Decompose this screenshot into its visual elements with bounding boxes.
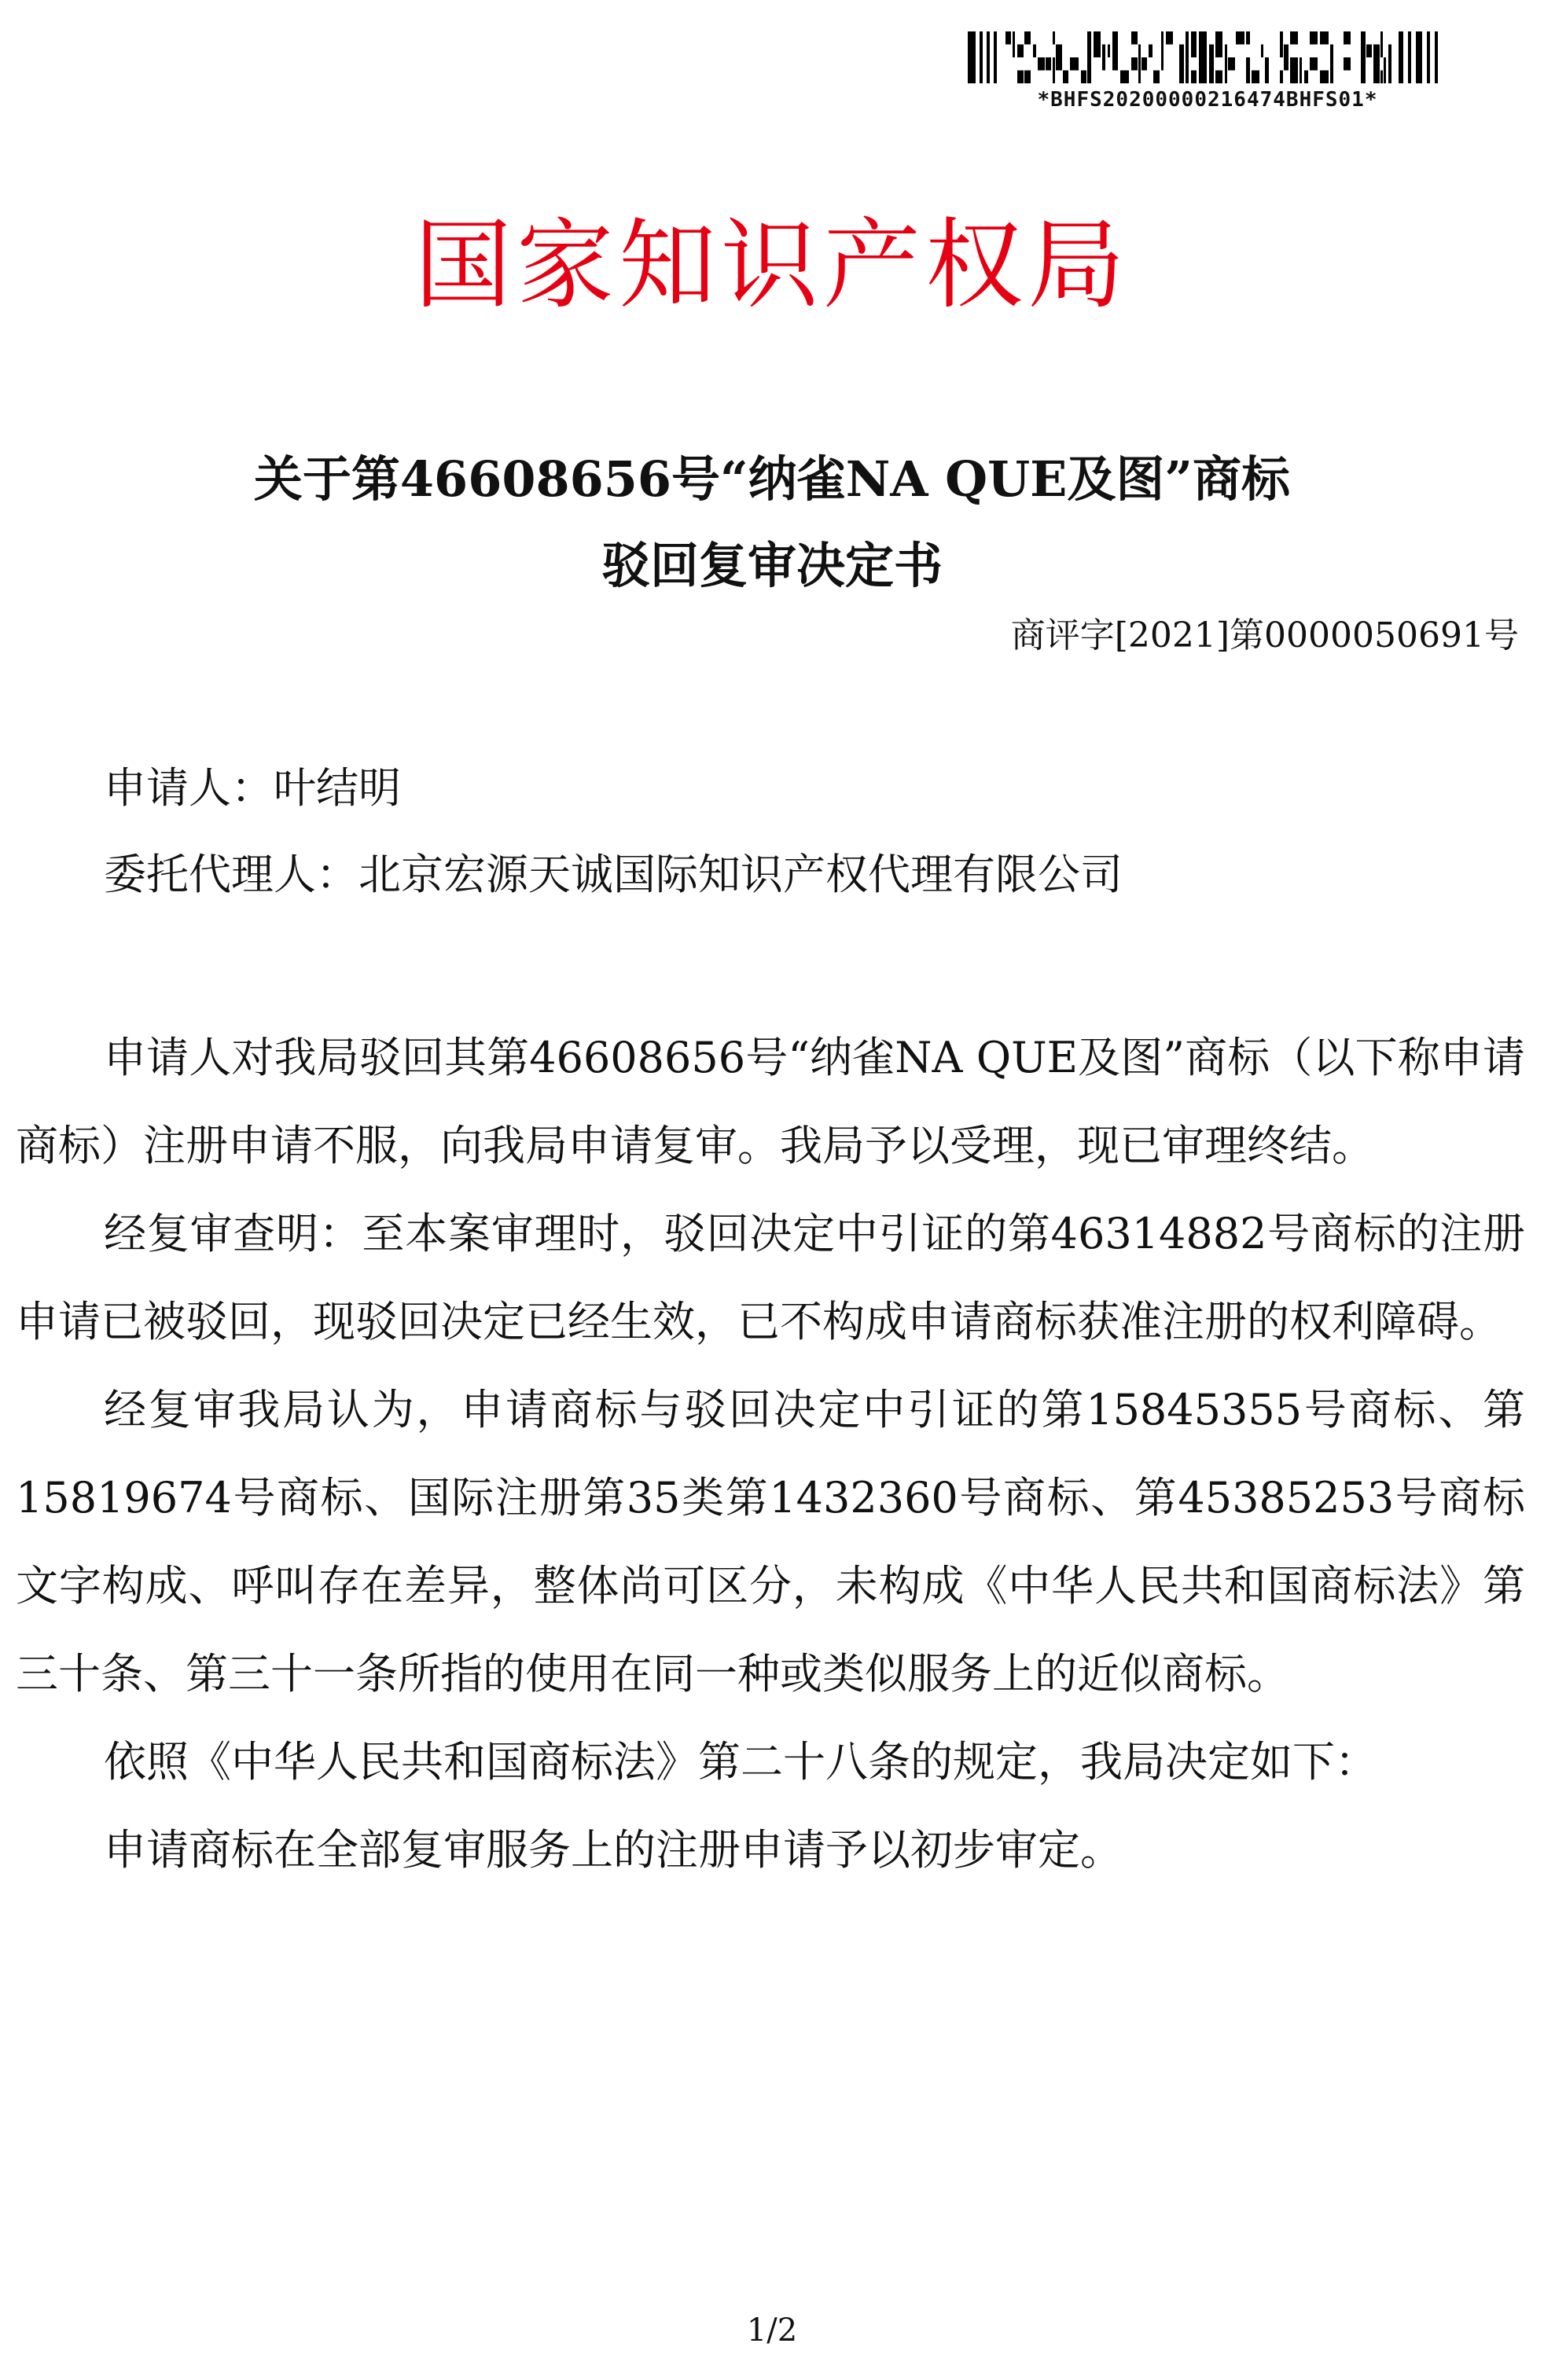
document-title-line-1: 关于第46608656号“纳雀NA QUE及图”商标 — [253, 450, 1291, 508]
barcode-block — [956, 31, 1459, 112]
issuing-authority-heading: 国家知识产权局 — [414, 209, 1130, 322]
agent-line: 委托代理人：北京宏源天诚国际知识产权代理有限公司 — [104, 850, 1123, 899]
applicant-line: 申请人：叶结明 — [104, 763, 401, 813]
decision-body — [16, 1014, 1525, 1894]
body-paragraph: 依照《中华人民共和国商标法》第二十八条的规定，我局决定如下： — [104, 1737, 1377, 1787]
page-number: 1/2 — [746, 2312, 798, 2349]
body-paragraph: 经复审我局认为，申请商标与驳回决定中引证的第15845355号商标、第15819674号商标、国际注册第35类第1432360号商标、第45385253号商标文字构成、呼叫存在差异，整体尚可区分，未构成《中华人民共和国商标法》第三十条、第三十一条所指的使用在同一种或类似服务上的近似商标。 — [16, 1385, 1525, 1699]
body-paragraph: 申请人对我局驳回其第46608656号“纳雀NA QUE及图”商标（以下称申请商标）注册申请不服，向我局申请复审。我局予以受理，现已审理终结。 — [16, 1033, 1525, 1170]
document-title-line-2: 驳回复审决定书 — [601, 537, 943, 594]
barcode-image — [968, 31, 1447, 83]
reference-number: 商评字[2021]第0000050691号 — [1010, 615, 1519, 656]
body-paragraph: 经复审查明：至本案审理时，驳回决定中引证的第46314882号商标的注册申请已被驳回，现驳回决定已经生效，已不构成申请商标获准注册的权利障碍。 — [16, 1209, 1525, 1346]
barcode-caption: *BHFS20200000216474BHFS01* — [1037, 88, 1378, 112]
body-paragraph: 申请商标在全部复审服务上的注册申请予以初步审定。 — [104, 1825, 1123, 1875]
